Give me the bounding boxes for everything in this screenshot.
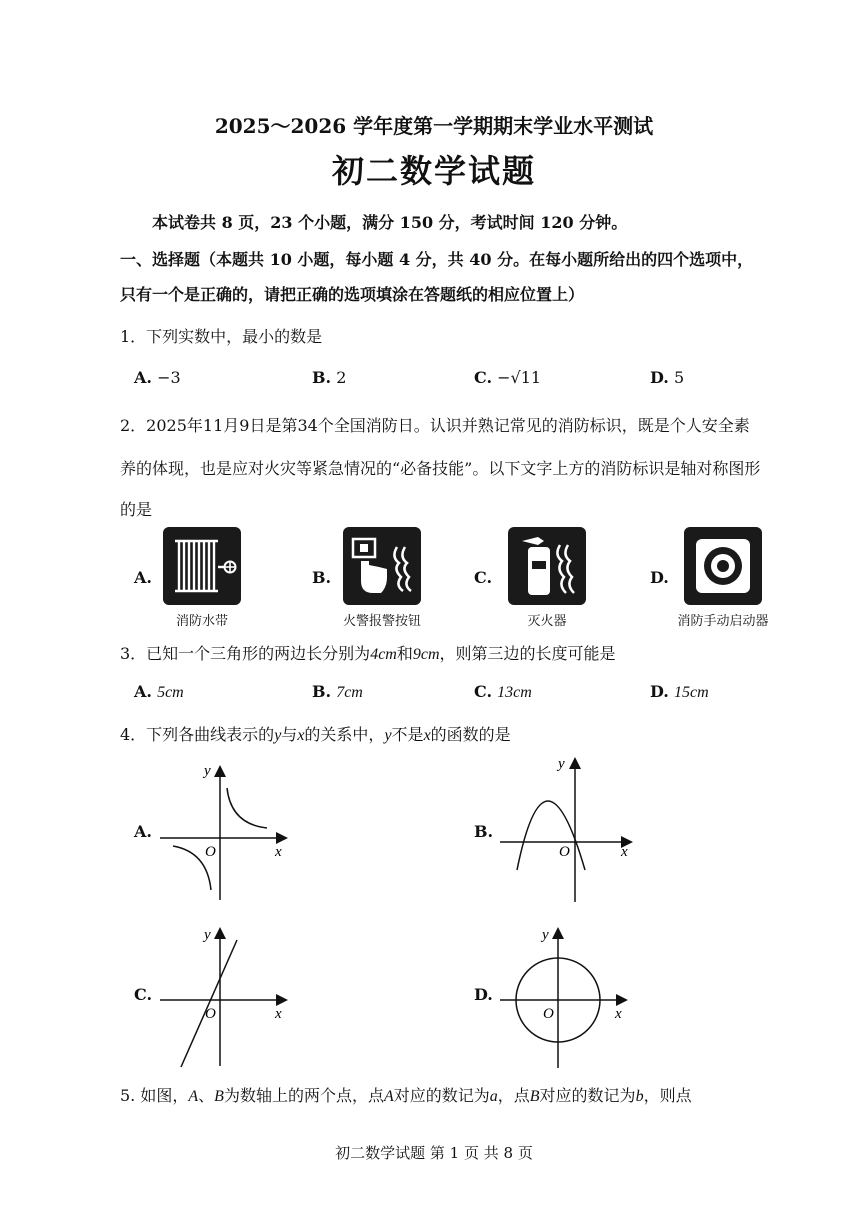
q2-caption-d: 消防手动启动器 (677, 614, 769, 629)
q1-option-d: D. 5 (650, 368, 685, 387)
q2-option-c-label: C. (474, 568, 493, 587)
q4-stem: 4．下列各曲线表示的y与x的关系中，y不是x的函数的是 (120, 725, 511, 744)
q4-graph-d-label: D. (474, 985, 493, 1004)
q1-option-c: C. −√11 (474, 368, 542, 387)
exam-intro: 本试卷共 8 页，23 个小题，满分 150 分，考试时间 120 分钟。 (152, 213, 628, 232)
q5-stem: 5. 如图，A、B为数轴上的两个点，点A对应的数记为a，点B对应的数记为b，则点 (120, 1086, 692, 1105)
q4-graph-b-label: B. (474, 822, 494, 841)
graph-c-origin: O (205, 1006, 216, 1022)
q2-option-b-label: B. (312, 568, 332, 587)
fire-extinguisher-icon (508, 527, 586, 605)
fire-alarm-button-icon (343, 527, 421, 605)
q3-stem: 3．已知一个三角形的两边长分别为4cm和9cm，则第三边的长度可能是 (120, 644, 616, 663)
exam-title: 2025～2026 学年度第一学期期末学业水平测试 (214, 114, 654, 138)
page-footer: 初二数学试题 第 1 页 共 8 页 (335, 1144, 533, 1162)
section1-heading-line1: 一、选择题（本题共 10 小题，每小题 4 分，共 40 分。在每小题所给出的四个选项中， (120, 250, 754, 269)
graph-a-x-label: x (275, 844, 282, 860)
q2-line1: 2．2025年11月9日是第34个全国消防日。认识并熟记常见的消防标识，既是个人安全素 (120, 416, 750, 435)
q3-option-c: C. 13cm (474, 682, 532, 701)
q4-graph-b (495, 752, 640, 907)
graph-b-x-label: x (621, 844, 628, 860)
q3-option-a: A. 5cm (134, 682, 184, 701)
q4-graph-a (155, 760, 295, 905)
q2-caption-c: 灭火器 (527, 614, 567, 629)
graph-d-y-label: y (542, 927, 549, 943)
graph-b-y-label: y (558, 756, 565, 772)
q4-graph-c-label: C. (134, 985, 153, 1004)
q2-line3: 的是 (120, 500, 153, 519)
q2-option-a-label: A. (134, 568, 152, 587)
q1-option-b: B. 2 (312, 368, 347, 387)
q3-option-b: B. 7cm (312, 682, 363, 701)
q2-option-d-label: D. (650, 568, 669, 587)
graph-a-y-label: y (204, 763, 211, 779)
q2-caption-a: 消防水带 (175, 614, 228, 629)
fire-hose-icon (163, 527, 241, 605)
q4-graph-c (155, 922, 295, 1072)
graph-a-origin: O (205, 844, 216, 860)
graph-d-x-label: x (615, 1006, 622, 1022)
q1-stem: 1．下列实数中，最小的数是 (120, 327, 323, 346)
q1-option-a: A. −3 (134, 368, 181, 387)
section1-heading-line2: 只有一个是正确的，请把正确的选项填涂在答题纸的相应位置上） (120, 285, 585, 304)
graph-c-x-label: x (275, 1006, 282, 1022)
q2-caption-b: 火警报警按钮 (342, 614, 421, 629)
q3-option-d: D. 15cm (650, 682, 709, 701)
q4-graph-a-label: A. (134, 822, 152, 841)
manual-starter-icon (684, 527, 762, 605)
subject-title: 初二数学试题 (331, 152, 536, 190)
graph-d-origin: O (543, 1006, 554, 1022)
graph-b-origin: O (559, 844, 570, 860)
q4-graph-d (495, 922, 640, 1072)
graph-c-y-label: y (204, 927, 211, 943)
q2-line2: 养的体现，也是应对火灾等紧急情况的“必备技能”。以下文字上方的消防标识是轴对称图形 (120, 459, 761, 478)
